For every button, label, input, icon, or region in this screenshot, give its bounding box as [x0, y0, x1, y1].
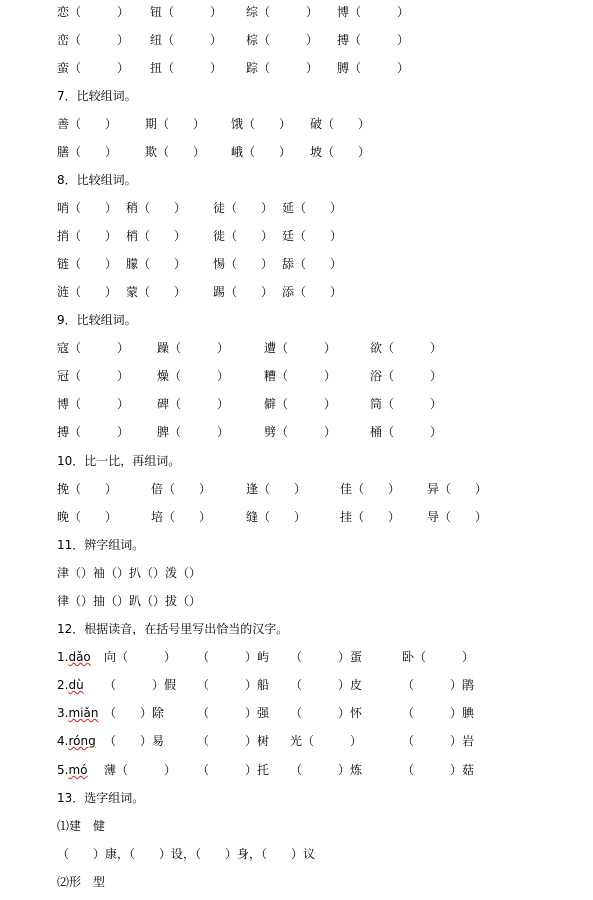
blank-cell[interactable]: 钮（ ） — [150, 5, 223, 19]
line-text: 7．比较组词。 — [57, 89, 137, 103]
worksheet-line — [0, 30, 593, 50]
blank-cell[interactable]: 脾（ ） — [157, 425, 230, 439]
worksheet-line — [0, 254, 593, 274]
blank-cell[interactable]: 浴（ ） — [370, 369, 443, 383]
pinyin-reading: miǎn — [68, 706, 99, 720]
blank-cell[interactable]: 桶（ ） — [370, 425, 443, 439]
blank-cell[interactable]: （ ）易 — [104, 734, 165, 748]
pinyin-lead — [57, 647, 91, 667]
blank-cell[interactable]: （ ）腆 — [402, 706, 475, 720]
blank-cell[interactable]: 寇（ ） — [57, 341, 130, 355]
blank-cell[interactable]: 添（ ） — [282, 285, 343, 299]
line-text: ⑴建 健 — [57, 819, 106, 833]
worksheet-line — [0, 591, 593, 611]
blank-cell[interactable]: 欲（ ） — [370, 341, 443, 355]
blank-cell[interactable]: 蒙（ ） — [126, 285, 187, 299]
pinyin-lead — [57, 760, 87, 780]
worksheet-line — [0, 816, 593, 836]
line-text: 8．比较组词。 — [57, 173, 137, 187]
blank-cell[interactable]: 徙（ ） — [213, 229, 274, 243]
blank-cell[interactable]: 饿（ ） — [231, 117, 292, 131]
blank-cell[interactable]: （ ）除 — [104, 706, 165, 720]
worksheet-line — [0, 310, 593, 330]
blank-cell[interactable]: 逢（ ） — [246, 482, 307, 496]
blank-cell[interactable]: 薄（ ） — [104, 763, 177, 777]
blank-cell[interactable]: 综（ ） — [246, 5, 319, 19]
pinyin-reading: dù — [68, 678, 84, 692]
blank-cell[interactable]: 哨（ ） — [57, 201, 118, 215]
blank-cell[interactable]: 破（ ） — [310, 117, 371, 131]
line-text: 10．比一比，再组词。 — [57, 454, 181, 468]
worksheet-line — [0, 394, 593, 414]
blank-cell[interactable]: 膊（ ） — [337, 61, 410, 75]
blank-cell[interactable]: （ ）怀 — [290, 706, 363, 720]
line-text: 12．根据读音，在括号里写出恰当的汉字。 — [57, 622, 289, 636]
worksheet-line — [0, 2, 593, 22]
worksheet-line — [0, 619, 593, 639]
blank-cell[interactable]: （ ）树 — [197, 734, 270, 748]
worksheet-line — [0, 282, 593, 302]
item-number: 2. — [57, 678, 69, 692]
worksheet-line — [0, 703, 593, 723]
blank-cell[interactable]: 期（ ） — [145, 117, 206, 131]
blank-cell[interactable]: 糟（ ） — [264, 369, 337, 383]
blank-cell[interactable]: 扭（ ） — [150, 61, 223, 75]
worksheet-line — [0, 760, 593, 780]
worksheet-line — [0, 114, 593, 134]
blank-cell[interactable]: 涟（ ） — [57, 285, 118, 299]
blank-cell[interactable]: 峦（ ） — [57, 33, 130, 47]
worksheet-line — [0, 507, 593, 527]
item-number: 4. — [57, 734, 69, 748]
blank-cell[interactable]: 梢（ ） — [126, 229, 187, 243]
line-text: 13．选字组词。 — [57, 791, 145, 805]
blank-cell[interactable]: 缝（ ） — [246, 510, 307, 524]
blank-cell[interactable]: 津（）袖（）扒（）泼（） — [57, 566, 202, 580]
worksheet-line — [0, 422, 593, 442]
worksheet-line — [0, 731, 593, 751]
blank-cell[interactable]: （ ）皮 — [290, 678, 363, 692]
blank-cell[interactable]: 稍（ ） — [126, 201, 187, 215]
pinyin-lead — [57, 675, 84, 695]
blank-cell[interactable]: 延（ ） — [282, 201, 343, 215]
blank-cell[interactable]: 劈（ ） — [264, 425, 337, 439]
worksheet-line — [0, 479, 593, 499]
blank-cell[interactable]: （ ）船 — [197, 678, 270, 692]
blank-cell[interactable]: 光（ ） — [290, 734, 363, 748]
worksheet-line — [0, 844, 593, 864]
blank-cell[interactable]: 搏（ ） — [57, 425, 130, 439]
blank-cell[interactable]: 僻（ ） — [264, 397, 337, 411]
blank-cell[interactable]: 欺（ ） — [145, 145, 206, 159]
blank-cell[interactable]: 遭（ ） — [264, 341, 337, 355]
blank-cell[interactable]: 博（ ） — [57, 397, 130, 411]
blank-cell[interactable]: 导（ ） — [427, 510, 488, 524]
blank-cell[interactable]: （ ）鹃 — [402, 678, 475, 692]
blank-cell[interactable]: （ ）屿 — [197, 650, 270, 664]
blank-cell[interactable]: 培（ ） — [151, 510, 212, 524]
worksheet-line — [0, 86, 593, 106]
worksheet-line — [0, 338, 593, 358]
worksheet-line — [0, 198, 593, 218]
blank-cell[interactable]: 异（ ） — [427, 482, 488, 496]
blank-cell[interactable]: 挽（ ） — [57, 482, 118, 496]
blank-cell[interactable]: 善（ ） — [57, 117, 118, 131]
worksheet-line — [0, 226, 593, 246]
worksheet-line — [0, 675, 593, 695]
item-number: 1. — [57, 650, 69, 664]
item-number: 5. — [57, 763, 69, 777]
blank-cell[interactable]: 筒（ ） — [370, 397, 443, 411]
worksheet-line — [0, 451, 593, 471]
line-text: （ ）康，（ ）设，（ ）身，（ ）议 — [57, 847, 316, 861]
blank-cell[interactable]: 晚（ ） — [57, 510, 118, 524]
item-number: 3. — [57, 706, 69, 720]
blank-cell[interactable]: （ ）强 — [197, 706, 270, 720]
line-text: ⑵形 型 — [57, 875, 106, 889]
blank-cell[interactable]: （ ）炼 — [290, 763, 363, 777]
pinyin-lead — [57, 703, 98, 723]
blank-cell[interactable]: 惕（ ） — [213, 257, 274, 271]
worksheet-line — [0, 58, 593, 78]
blank-cell[interactable]: 卧（ ） — [402, 650, 475, 664]
blank-cell[interactable]: 冠（ ） — [57, 369, 130, 383]
blank-cell[interactable]: 碑（ ） — [157, 397, 230, 411]
worksheet-line — [0, 142, 593, 162]
blank-cell[interactable]: 向（ ） — [104, 650, 177, 664]
worksheet-line — [0, 366, 593, 386]
blank-cell[interactable]: 倍（ ） — [151, 482, 212, 496]
blank-cell[interactable]: 廷（ ） — [282, 229, 343, 243]
worksheet-line — [0, 788, 593, 808]
blank-cell[interactable]: （ ）假 — [104, 678, 177, 692]
blank-cell[interactable]: 链（ ） — [57, 257, 118, 271]
blank-cell[interactable]: 徒（ ） — [213, 201, 274, 215]
blank-cell[interactable]: 燥（ ） — [157, 369, 230, 383]
blank-cell[interactable]: 踪（ ） — [246, 61, 319, 75]
blank-cell[interactable]: 佳（ ） — [340, 482, 401, 496]
blank-cell[interactable]: 峨（ ） — [231, 145, 292, 159]
blank-cell[interactable]: 坡（ ） — [310, 145, 371, 159]
blank-cell[interactable]: 棕（ ） — [246, 33, 319, 47]
pinyin-lead — [57, 731, 96, 751]
pinyin-reading: mó — [68, 763, 88, 777]
blank-cell[interactable]: （ ）托 — [197, 763, 270, 777]
blank-cell[interactable]: 蛮（ ） — [57, 61, 130, 75]
worksheet-line — [0, 563, 593, 583]
blank-cell[interactable]: （ ）蛋 — [290, 650, 363, 664]
pinyin-reading: dǎo — [68, 650, 91, 664]
blank-cell[interactable]: 躁（ ） — [157, 341, 230, 355]
blank-cell[interactable]: 膳（ ） — [57, 145, 118, 159]
blank-cell[interactable]: 搏（ ） — [337, 33, 410, 47]
blank-cell[interactable]: 朦（ ） — [126, 257, 187, 271]
blank-cell[interactable]: 纽（ ） — [150, 33, 223, 47]
blank-cell[interactable]: 恋（ ） — [57, 5, 130, 19]
line-text: 11．辨字组词。 — [57, 538, 145, 552]
worksheet-line — [0, 170, 593, 190]
pinyin-reading: róng — [68, 734, 96, 748]
worksheet-line — [0, 535, 593, 555]
blank-cell[interactable]: （ ）岩 — [402, 734, 475, 748]
blank-cell[interactable]: 舔（ ） — [282, 257, 343, 271]
blank-cell[interactable]: 律（）抽（）趴（）拔（） — [57, 594, 202, 608]
worksheet-line — [0, 647, 593, 667]
blank-cell[interactable]: （ ）菇 — [402, 763, 475, 777]
line-text: 9．比较组词。 — [57, 313, 137, 327]
blank-cell[interactable]: 博（ ） — [337, 5, 410, 19]
worksheet-line — [0, 872, 593, 892]
blank-cell[interactable]: 踢（ ） — [213, 285, 274, 299]
blank-cell[interactable]: 捎（ ） — [57, 229, 118, 243]
blank-cell[interactable]: 挂（ ） — [340, 510, 401, 524]
